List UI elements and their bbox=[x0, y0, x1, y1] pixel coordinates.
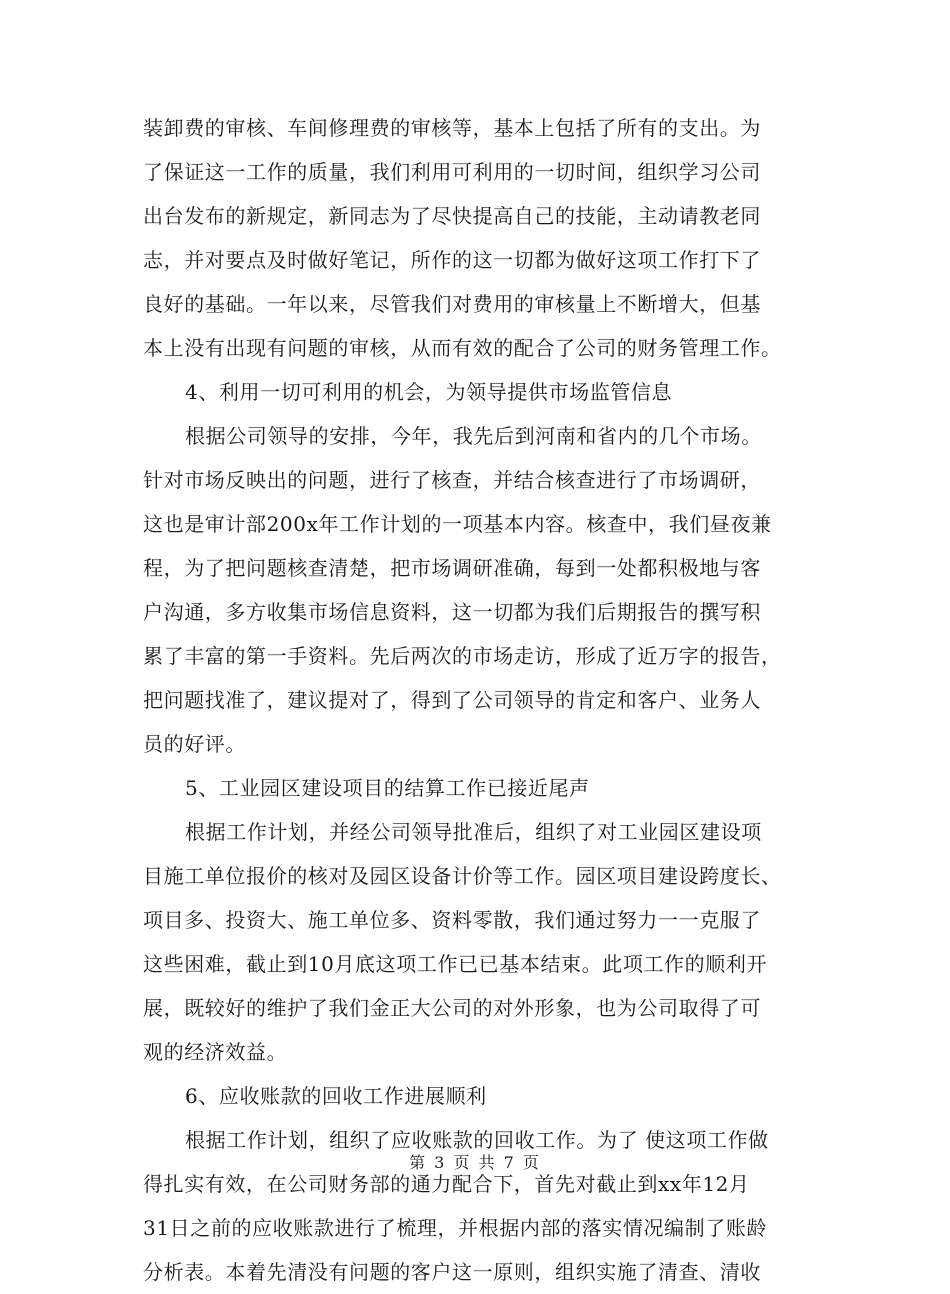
section-heading-6: 6、应收账款的回收工作进展顺利 bbox=[185, 1084, 487, 1108]
text-line: 项目多、投资大、施工单位多、资料零散，我们通过努力一一克服了 bbox=[143, 908, 761, 932]
document-body bbox=[143, 106, 813, 1294]
text-line: 出台发布的新规定，新同志为了尽快提高自己的技能，主动请教老同 bbox=[143, 204, 761, 228]
text-line: 把问题找准了，建议提对了，得到了公司领导的肯定和客户、业务人 bbox=[143, 688, 761, 712]
text-line: 根据公司领导的安排，今年，我先后到河南和省内的几个市场。 bbox=[185, 424, 762, 448]
text-line: 得扎实有效，在公司财务部的通力配合下，首先对截止到xx年12月 bbox=[143, 1172, 750, 1196]
section-heading-5: 5、工业园区建设项目的结算工作已接近尾声 bbox=[185, 776, 590, 800]
text-line: 了保证这一工作的质量，我们利用可利用的一切时间，组织学习公司 bbox=[143, 160, 761, 184]
page-number-footer: 第 3 页 共 7 页 bbox=[409, 1153, 541, 1172]
text-line: 本上没有出现有问题的审核，从而有效的配合了公司的财务管理工作。 bbox=[143, 336, 782, 360]
text-line: 志，并对要点及时做好笔记，所作的这一切都为做好这项工作打下了 bbox=[143, 248, 761, 272]
text-line: 这些困难，截止到10月底这项工作已已基本结束。此项工作的顺利开 bbox=[143, 952, 768, 976]
text-line: 根据工作计划，组织了应收账款的回收工作。为了 使这项工作做 bbox=[185, 1128, 769, 1152]
text-line: 31日之前的应收账款进行了梳理，并根据内部的落实情况编制了账龄 bbox=[143, 1216, 768, 1240]
text-line: 展，既较好的维护了我们金正大公司的对外形象，也为公司取得了可 bbox=[143, 996, 761, 1020]
text-line: 良好的基础。一年以来，尽管我们对费用的审核量上不断增大，但基 bbox=[143, 292, 761, 316]
text-line: 程，为了把问题核查清楚，把市场调研准确，每到一处都积极地与客 bbox=[143, 556, 761, 580]
text-line: 员的好评。 bbox=[143, 732, 246, 756]
text-line: 分析表。本着先清没有问题的客户这一原则，组织实施了清查、清收 bbox=[143, 1260, 761, 1284]
text-line: 针对市场反映出的问题，进行了核查，并结合核查进行了市场调研， bbox=[143, 468, 761, 492]
text-line: 装卸费的审核、车间修理费的审核等，基本上包括了所有的支出。为 bbox=[143, 116, 761, 140]
text-line: 户沟通，多方收集市场信息资料，这一切都为我们后期报告的撰写积 bbox=[143, 600, 761, 624]
text-line: 根据工作计划，并经公司领导批准后，组织了对工业园区建设项 bbox=[185, 820, 762, 844]
text-line: 观的经济效益。 bbox=[143, 1040, 288, 1064]
text-line: 这也是审计部200x年工作计划的一项基本内容。核查中，我们昼夜兼 bbox=[143, 512, 772, 536]
section-heading-4: 4、利用一切可利用的机会，为领导提供市场监管信息 bbox=[185, 380, 673, 404]
text-line: 目施工单位报价的核对及园区设备计价等工作。园区项目建设跨度长、 bbox=[143, 864, 782, 888]
text-line: 累了丰富的第一手资料。先后两次的市场走访，形成了近万字的报告， bbox=[143, 644, 782, 668]
